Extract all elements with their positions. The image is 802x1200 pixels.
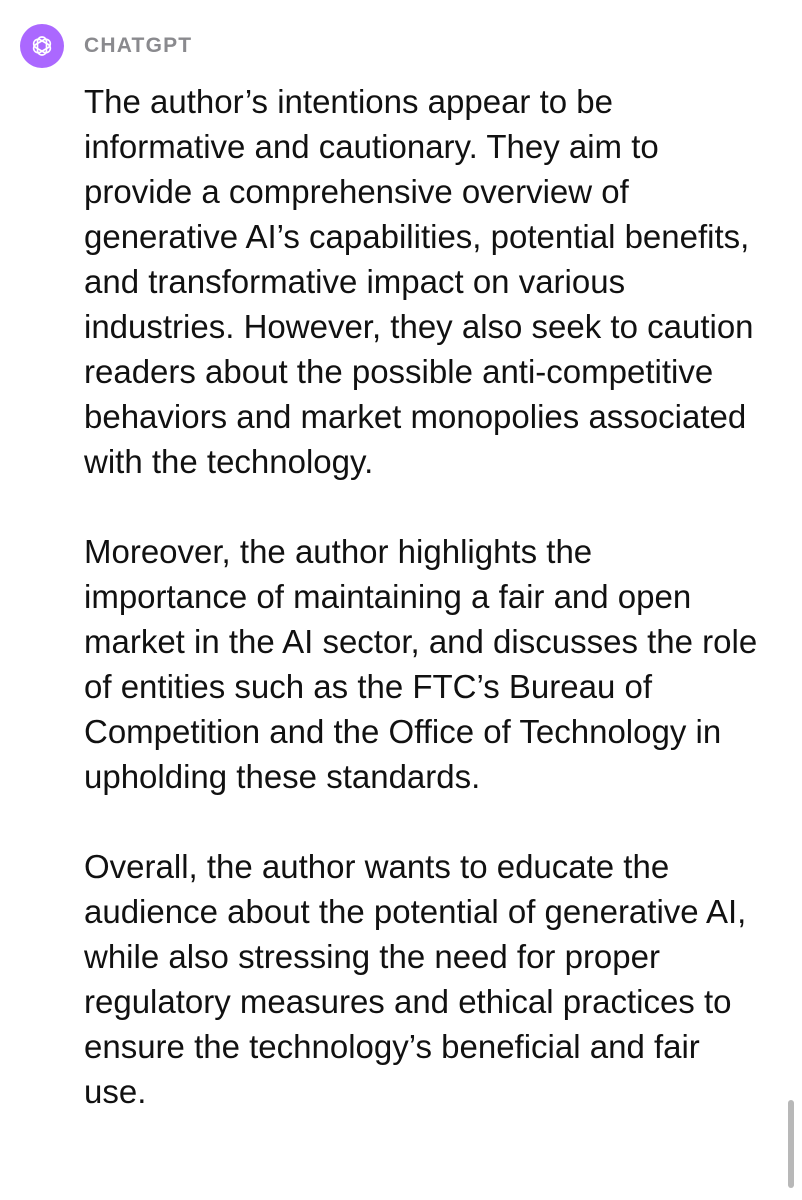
message-paragraph: Moreover, the author highlights the importance of maintaining a fair and open market in the AI sector, and discusses the role of entities such as the FTC’s Bureau of Competition and the Office of Technology in upholding these standards. <box>84 533 758 795</box>
assistant-message <box>84 79 764 1114</box>
message-paragraph: The author’s intentions appear to be informative and cautionary. They aim to provide a comprehensive overview of generative AI’s capabilities, potential benefits, and transformative impact on various industries. However, they also seek to caution readers about the possible anti-competitive behaviors and market monopolies associated with the technology. <box>84 83 754 480</box>
message-header <box>20 24 192 68</box>
scrollbar[interactable] <box>788 1100 794 1188</box>
sender-label: CHATGPT <box>84 34 193 57</box>
openai-logo-icon <box>27 31 57 61</box>
avatar <box>20 24 64 68</box>
message-paragraph: Overall, the author wants to educate the audience about the potential of generative AI, while also stressing the need for proper regulatory measures and ethical practices to ensure the technology’s beneficial and fair use. <box>84 848 747 1110</box>
